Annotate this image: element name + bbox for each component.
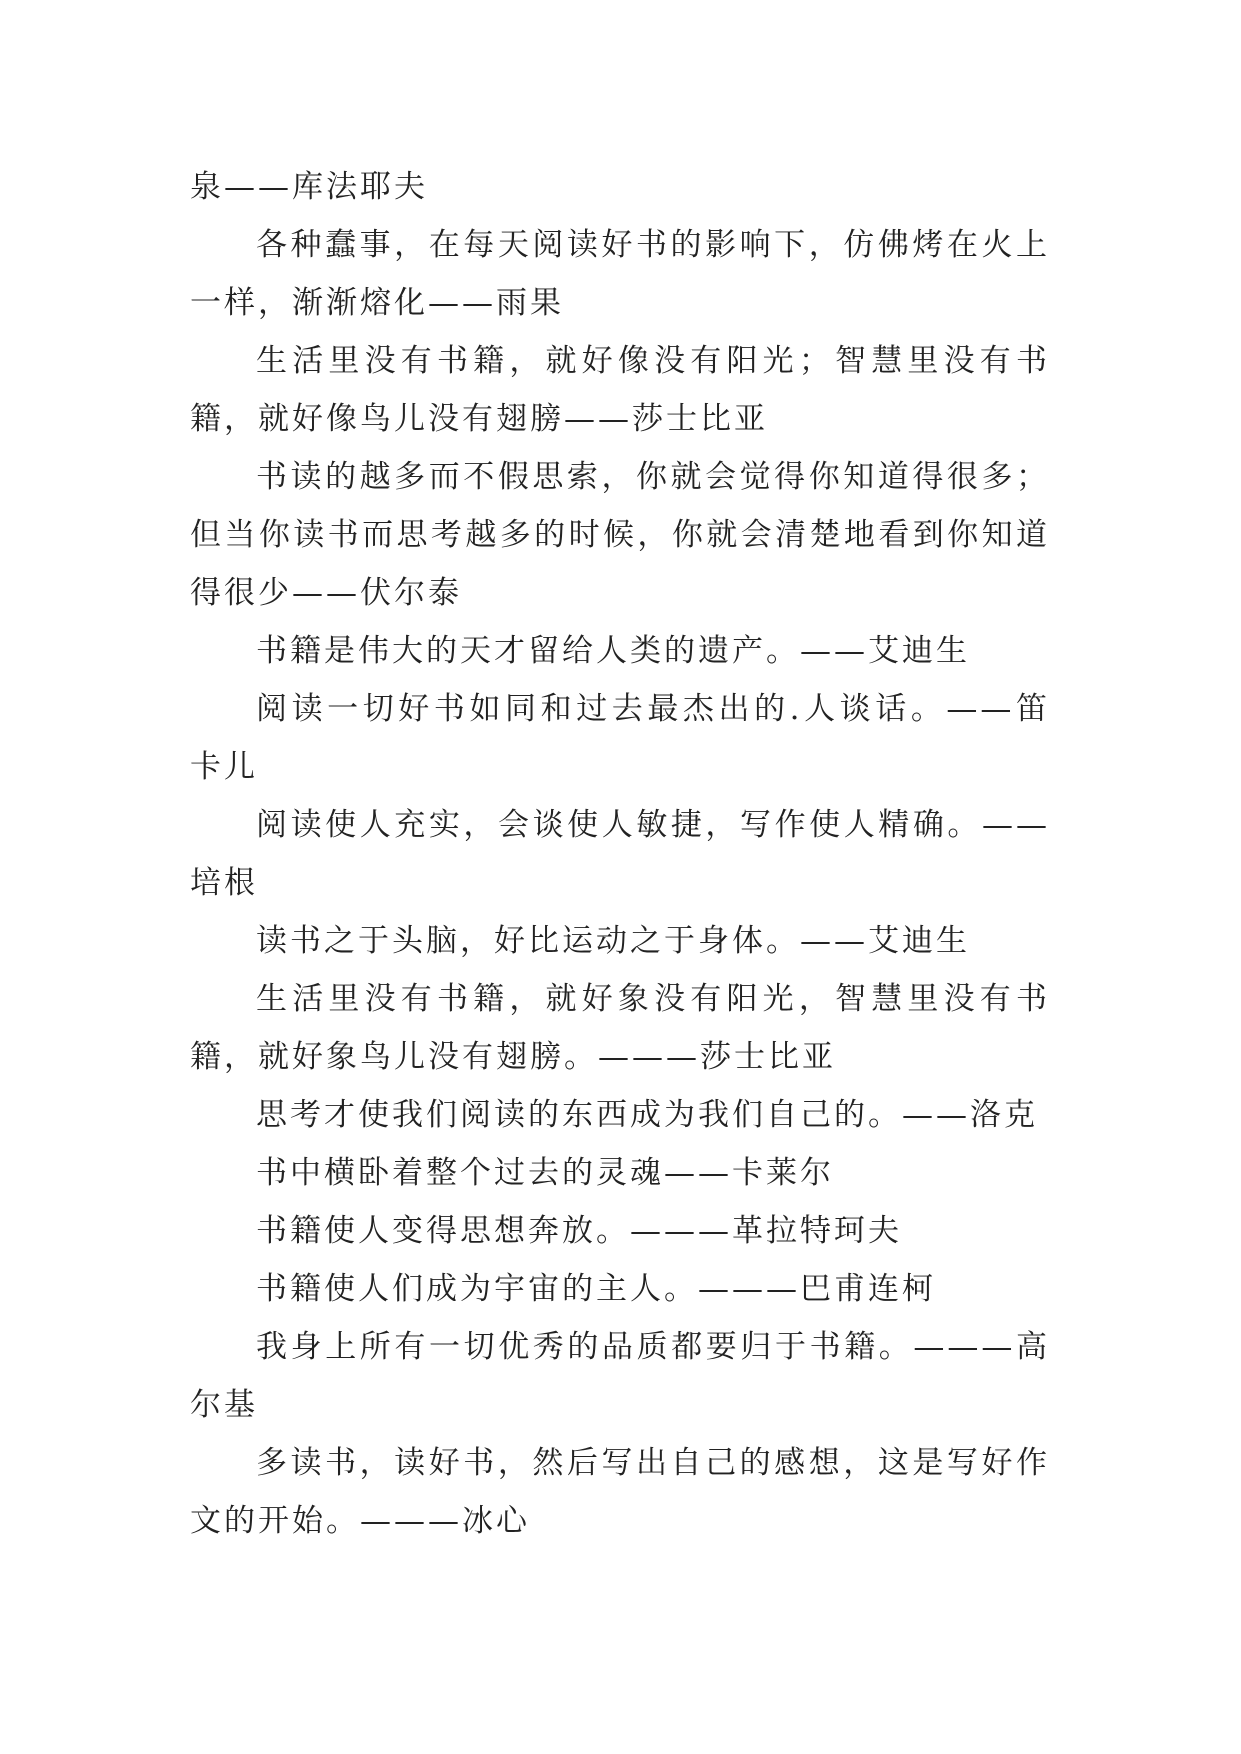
- paragraph: 各种蠢事，在每天阅读好书的影响下，仿佛烤在火上一样，渐渐熔化——雨果: [190, 227, 1050, 321]
- paragraph: 阅读使人充实，会谈使人敏捷，写作使人精确。——培根: [190, 807, 1050, 901]
- paragraph: 我身上所有一切优秀的品质都要归于书籍。———高尔基: [190, 1329, 1050, 1423]
- paragraph: 读书之于头脑，好比运动之于身体。——艾迪生: [256, 923, 970, 959]
- paragraph: 书籍是伟大的天才留给人类的遗产。——艾迪生: [256, 633, 970, 669]
- paragraph-continuation: 泉——库法耶夫: [190, 169, 428, 205]
- paragraph: 生活里没有书籍，就好象没有阳光，智慧里没有书籍，就好象鸟儿没有翅膀。———莎士比亚: [190, 981, 1050, 1075]
- paragraph: 多读书，读好书，然后写出自己的感想，这是写好作文的开始。———冰心: [190, 1445, 1050, 1539]
- paragraph: 思考才使我们阅读的东西成为我们自己的。——洛克: [256, 1097, 1038, 1133]
- paragraph: 书籍使人们成为宇宙的主人。———巴甫连柯: [256, 1271, 936, 1307]
- paragraph: 生活里没有书籍，就好像没有阳光；智慧里没有书籍，就好像鸟儿没有翅膀——莎士比亚: [190, 343, 1050, 437]
- paragraph: 阅读一切好书如同和过去最杰出的.人谈话。——笛卡儿: [190, 691, 1050, 785]
- paragraph: 书读的越多而不假思索，你就会觉得你知道得很多；但当你读书而思考越多的时候，你就会清楚地看到你知道得很少——伏尔泰: [190, 459, 1050, 611]
- paragraph: 书中横卧着整个过去的灵魂——卡莱尔: [256, 1155, 834, 1191]
- paragraph: 书籍使人变得思想奔放。———革拉特珂夫: [256, 1213, 902, 1249]
- document-body: [190, 158, 1050, 1550]
